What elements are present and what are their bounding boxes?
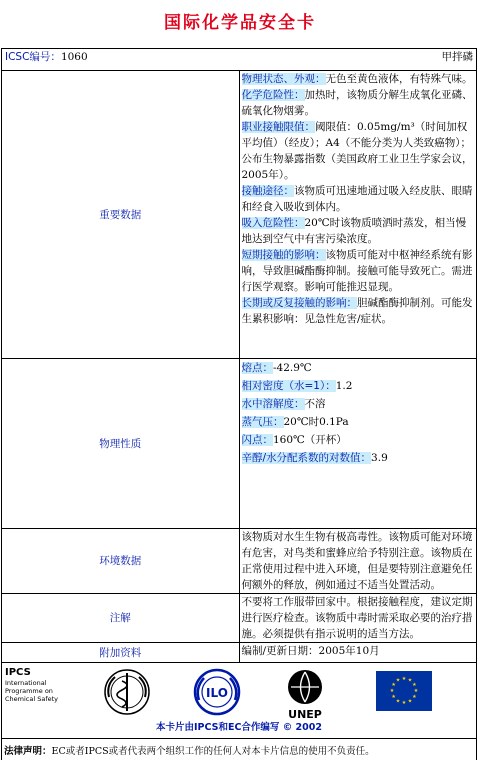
notes-row bbox=[2, 594, 477, 643]
environment-row bbox=[2, 529, 477, 594]
svg-text:★: ★ bbox=[401, 700, 407, 706]
notes-content: 不要将工作服带回家中。根据接触程度，建议定期进行医疗检查。该物质中毒时需采取必要的治疗措施。必须提供有指示说明的适当方法。 bbox=[239, 594, 477, 643]
card-table bbox=[1, 48, 477, 760]
card-title: 国际化学品安全卡 bbox=[164, 13, 316, 33]
svg-text:★: ★ bbox=[407, 677, 413, 684]
icsc-number: ICSC编号：1060 bbox=[5, 51, 88, 63]
svg-text:★: ★ bbox=[401, 676, 407, 682]
physical-content bbox=[239, 359, 477, 529]
environment-label: 环境数据 bbox=[2, 529, 240, 594]
ipcs-logo: IPCS International Programme on Chemical Safety bbox=[5, 667, 59, 703]
item-exposure-limits: 职业接触限值：阈限值：0.05mg/m³（时间加权平均值）（经皮）；A4（不能分类为人类致癌物）；公布生物暴露指数（美国政府工业卫生学家会议，2005年）。 bbox=[241, 121, 473, 181]
item-physical-state: 物理状态、外观：无色至黄色液体，有特殊气味。 bbox=[241, 73, 473, 85]
svg-text:★: ★ bbox=[391, 694, 396, 700]
header-row bbox=[2, 49, 477, 71]
icsc-label: ICSC编号： bbox=[5, 51, 61, 63]
item-inhalation-risk: 吸入危险性：20℃时该物质喷洒时蒸发，相当慢地达到空气中有害污染浓度。 bbox=[241, 217, 467, 245]
physical-row bbox=[2, 359, 477, 529]
item-log-kow: 辛醇/水分配系数的对数值：3.9 bbox=[241, 452, 388, 464]
svg-text:★: ★ bbox=[412, 682, 417, 688]
additional-label: 附加资料 bbox=[2, 643, 240, 663]
item-long-term-effects: 长期或反复接触的影响：胆碱酯酶抑制剂。可能发生累积影响：见急性危害/症状。 bbox=[241, 297, 473, 325]
unep-label: UNEP bbox=[288, 708, 322, 721]
item-relative-density: 相对密度（水=1）：1.2 bbox=[241, 380, 353, 392]
ilo-emblem-icon bbox=[192, 667, 242, 721]
legal-row bbox=[2, 739, 477, 760]
item-melting-point: 熔点：-42.9℃ bbox=[241, 362, 312, 374]
svg-text:★: ★ bbox=[395, 677, 401, 684]
physical-label: 物理性质 bbox=[2, 359, 240, 529]
logos-row bbox=[2, 663, 477, 739]
additional-row bbox=[2, 643, 477, 663]
svg-text:ILO: ILO bbox=[206, 686, 228, 700]
svg-text:★: ★ bbox=[407, 698, 413, 705]
credit-line: 本卡片由IPCS和EC合作编写 © 2002 bbox=[155, 722, 322, 733]
svg-text:★: ★ bbox=[391, 682, 396, 688]
environment-content: 该物质对水生生物有极高毒性。该物质可能对环境有危害，对鸟类和蜜蜂应给予特别注意。该物质在正常使用过程中进入环境，但是要特别注意避免任何额外的释放，例如通过不适当处置活动。 bbox=[239, 529, 477, 594]
legal-notice: 法律声明：EC或者IPCS或者代表两个组织工作的任何人对本卡片信息的使用不负责任。 bbox=[2, 739, 477, 760]
svg-text:★: ★ bbox=[412, 694, 417, 700]
who-emblem-icon bbox=[102, 667, 152, 721]
key-data-label: 重要数据 bbox=[2, 71, 240, 359]
item-short-term-effects: 短期接触的影响：该物质可能对中枢神经系统有影响，导致胆碱酯酶抑制。接触可能导致死亡。需进行医学观察。影响可能推迟显现。 bbox=[241, 249, 473, 293]
key-data-content bbox=[239, 71, 477, 359]
unep-emblem-icon bbox=[280, 667, 330, 725]
item-exposure-routes: 接触途径：该物质可迅速地通过吸入经皮肤、眼睛和经食入吸收到体内。 bbox=[241, 185, 473, 213]
eu-flag-icon bbox=[376, 671, 432, 715]
item-vapour-pressure: 蒸气压：20℃时0.1Pa bbox=[241, 416, 349, 428]
item-flash-point: 闪点：160℃（开杯） bbox=[241, 434, 347, 446]
additional-content: 编制/更新日期：2005年10月 bbox=[239, 643, 477, 663]
svg-text:★: ★ bbox=[395, 698, 401, 705]
item-water-solubility: 水中溶解度：不溶 bbox=[241, 398, 326, 410]
svg-text:★: ★ bbox=[413, 688, 419, 694]
item-chemical-hazards: 化学危险性：加热时，该物质分解生成氧化亚磷、硫氧化物烟雾。 bbox=[241, 89, 473, 117]
svg-text:★: ★ bbox=[389, 688, 395, 694]
notes-label: 注解 bbox=[2, 594, 240, 643]
key-data-row bbox=[2, 71, 477, 359]
chemical-name: 甲拌磷 bbox=[441, 51, 473, 63]
